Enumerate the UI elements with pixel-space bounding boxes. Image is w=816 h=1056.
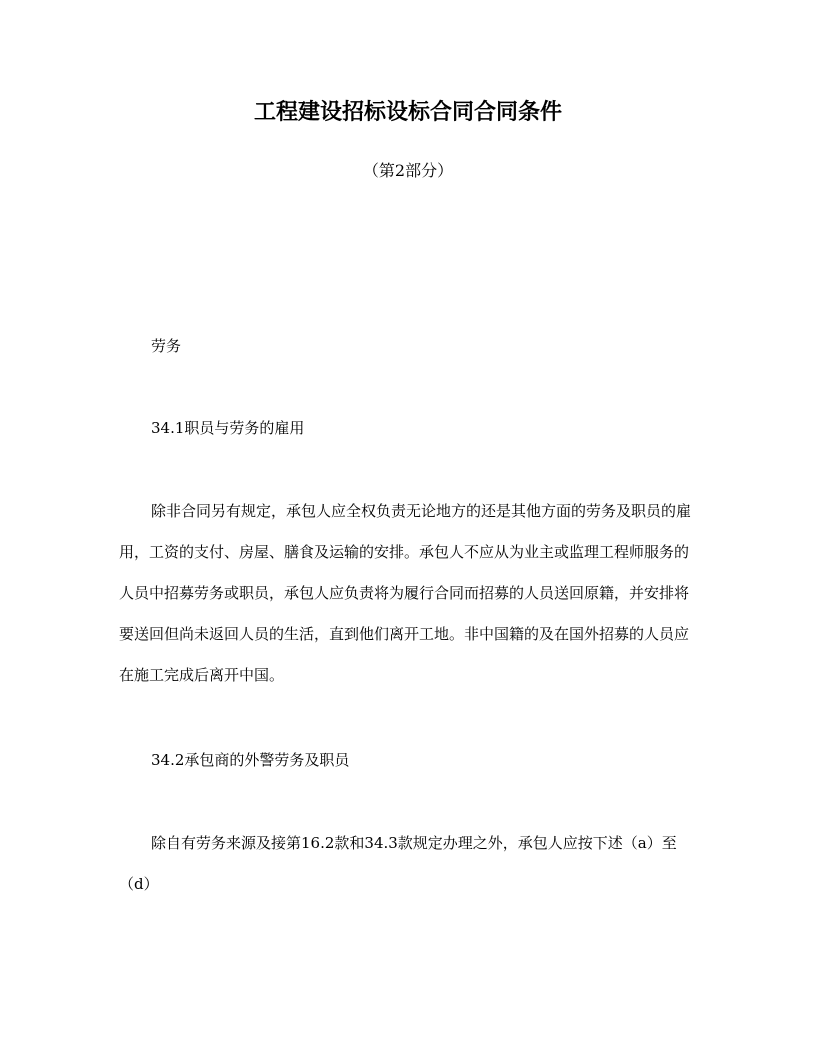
clause-body: 除自有劳务来源及接第16.2款和34.3款规定办理之外，承包人应按下述（a）至（d） (119, 834, 677, 893)
clause-heading: 34.2承包商的外警劳务及职员 (151, 751, 350, 769)
clause-heading: 34.1职员与劳务的雇用 (151, 419, 305, 437)
clause-body: 除非合同另有规定，承包人应全权负责无论地方的还是其他方面的劳务及职员的雇用，工资的支付、房屋、膳食及运输的安排。承包人不应从为业主或监理工程师服务的人员中招募劳务或职员，承包人应负责将为履行合同而招募的人员送回原籍，并安排将要送回但尚未返回人员的生活，直到他们离开工地。非中国籍的及在国外招募的人员应在施工完成后离开中国。 (119, 502, 692, 684)
section-label: 劳务 (151, 337, 182, 355)
document-subtitle: （第2部分） (362, 161, 454, 180)
document-title: 工程建设招标设标合同合同条件 (253, 99, 562, 125)
